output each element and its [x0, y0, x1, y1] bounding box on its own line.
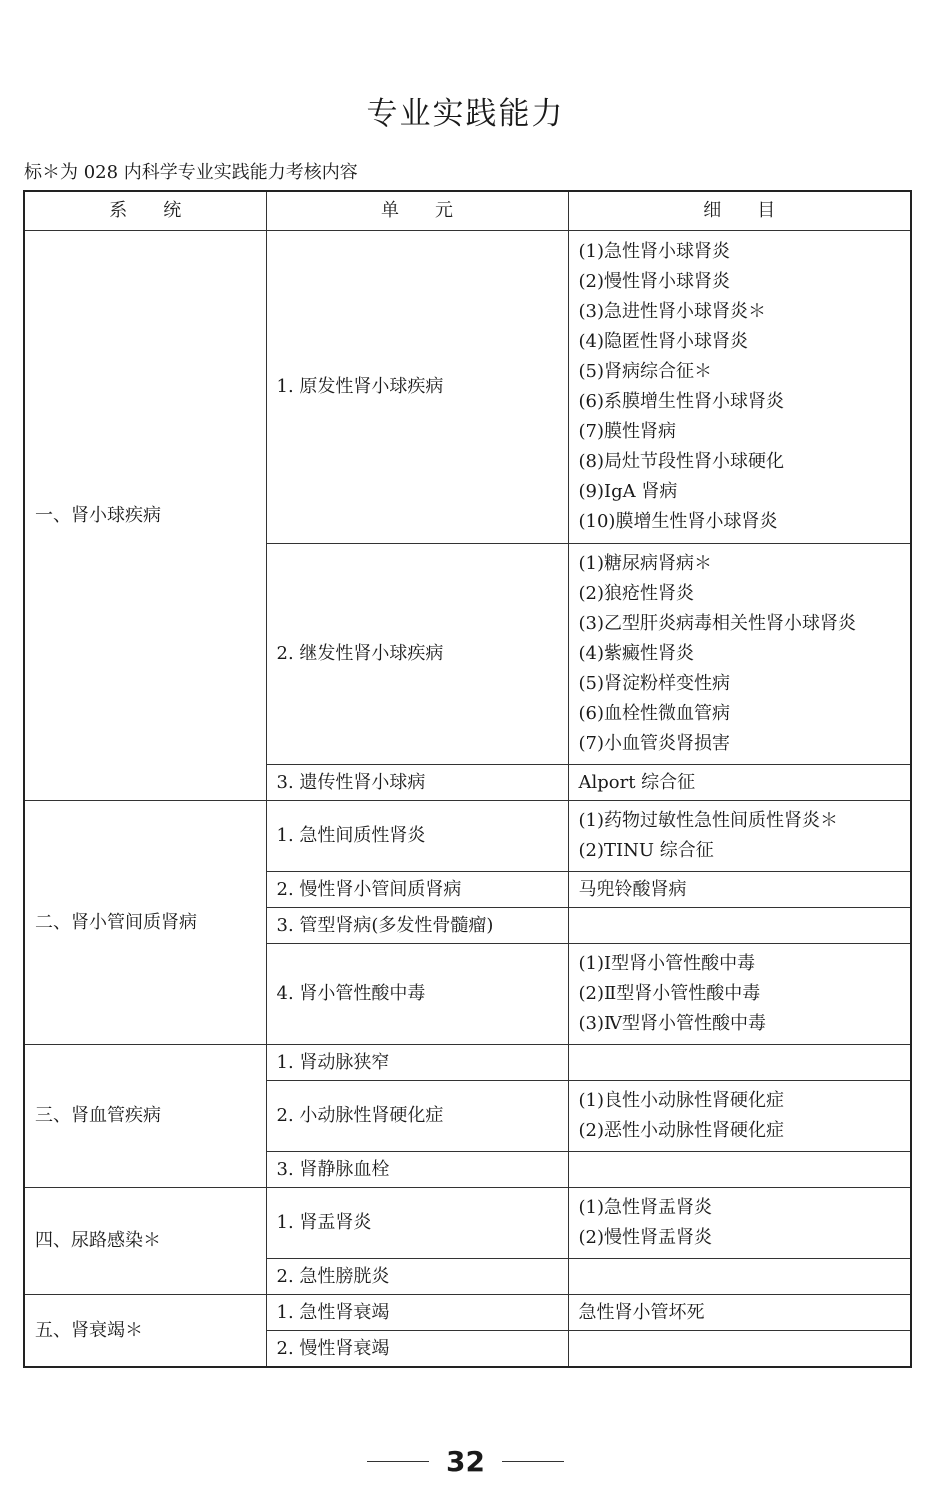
item-line: (2)狼疮性肾炎	[578, 583, 694, 604]
items-cell	[568, 944, 911, 1045]
item-line: (1)糖尿病肾病＊	[578, 553, 712, 574]
items-cell	[568, 544, 911, 765]
item-line: (1)急性肾小球肾炎	[578, 241, 730, 262]
items-cell	[568, 1295, 911, 1331]
footer-rule-left	[367, 1461, 429, 1462]
footer-rule-right	[502, 1461, 564, 1462]
item-line: (10)膜增生性肾小球肾炎	[578, 511, 778, 532]
item-line: (9)IgA 肾病	[578, 481, 678, 502]
item-line: (1)良性小动脉性肾硬化症	[578, 1090, 784, 1111]
unit-cell: 3. 遗传性肾小球病	[266, 765, 568, 801]
table-row	[24, 1188, 911, 1259]
table-row	[24, 1045, 911, 1081]
system-cell: 三、肾血管疾病	[24, 1045, 266, 1188]
item-line: 急性肾小管坏死	[578, 1301, 705, 1323]
table-header-row	[24, 191, 911, 231]
header-system: 系 统	[24, 191, 266, 231]
items-cell	[568, 1188, 911, 1259]
header-item: 细 目	[568, 191, 911, 231]
unit-cell: 2. 慢性肾衰竭	[266, 1331, 568, 1368]
item-line: (6)血栓性微血管病	[578, 703, 730, 724]
items-cell	[568, 1331, 911, 1368]
system-cell: 五、肾衰竭＊	[24, 1295, 266, 1368]
items-cell	[568, 872, 911, 908]
item-line: (1)Ⅰ型肾小管性酸中毒	[578, 953, 756, 974]
item-line: (1)急性肾盂肾炎	[578, 1197, 712, 1218]
note-text: 标＊为 028 内科学专业实践能力考核内容	[24, 162, 358, 183]
unit-cell: 1. 急性间质性肾炎	[266, 801, 568, 872]
item-line: (3)急进性肾小球肾炎＊	[578, 301, 766, 322]
items-cell	[568, 1259, 911, 1295]
items-cell	[568, 1081, 911, 1152]
item-line: (7)膜性肾病	[578, 421, 676, 442]
item-line: (2)TINU 综合征	[578, 840, 714, 861]
unit-cell: 1. 急性肾衰竭	[266, 1295, 568, 1331]
item-line: (7)小血管炎肾损害	[578, 733, 730, 754]
item-line: (5)肾病综合征＊	[578, 361, 712, 382]
unit-cell: 3. 管型肾病(多发性骨髓瘤)	[266, 908, 568, 944]
unit-cell: 4. 肾小管性酸中毒	[266, 944, 568, 1045]
items-cell	[568, 908, 911, 944]
item-line: (2)慢性肾盂肾炎	[578, 1227, 712, 1248]
items-cell	[568, 1045, 911, 1081]
unit-cell: 2. 急性膀胱炎	[266, 1259, 568, 1295]
unit-cell: 1. 肾动脉狭窄	[266, 1045, 568, 1081]
items-cell	[568, 765, 911, 801]
unit-cell: 2. 慢性肾小管间质肾病	[266, 872, 568, 908]
item-line: (3)乙型肝炎病毒相关性肾小球肾炎	[578, 613, 856, 634]
item-line: (1)药物过敏性急性间质性肾炎＊	[578, 810, 838, 831]
system-cell: 四、尿路感染＊	[24, 1188, 266, 1295]
item-line: Alport 综合征	[578, 771, 696, 793]
unit-cell: 1. 原发性肾小球疾病	[266, 231, 568, 544]
page-number: 32	[446, 1445, 485, 1478]
unit-cell: 2. 小动脉性肾硬化症	[266, 1081, 568, 1152]
item-line: (2)慢性肾小球肾炎	[578, 271, 730, 292]
items-cell	[568, 231, 911, 544]
item-line: (3)Ⅳ型肾小管性酸中毒	[578, 1013, 766, 1034]
header-unit: 单 元	[266, 191, 568, 231]
system-cell: 一、肾小球疾病	[24, 231, 266, 801]
table-row	[24, 231, 911, 544]
unit-cell: 1. 肾盂肾炎	[266, 1188, 568, 1259]
unit-cell: 3. 肾静脉血栓	[266, 1152, 568, 1188]
item-line: 马兜铃酸肾病	[578, 878, 687, 900]
items-cell	[568, 801, 911, 872]
curriculum-table	[23, 190, 912, 1368]
page-title: 专业实践能力	[366, 96, 565, 132]
items-cell	[568, 1152, 911, 1188]
unit-cell: 2. 继发性肾小球疾病	[266, 544, 568, 765]
table-row	[24, 801, 911, 872]
item-line: (8)局灶节段性肾小球硬化	[578, 451, 784, 472]
system-cell: 二、肾小管间质肾病	[24, 801, 266, 1045]
item-line: (4)紫癜性肾炎	[578, 643, 694, 664]
item-line: (4)隐匿性肾小球肾炎	[578, 331, 748, 352]
item-line: (5)肾淀粉样变性病	[578, 673, 730, 694]
item-line: (2)Ⅱ型肾小管性酸中毒	[578, 983, 761, 1004]
item-line: (2)恶性小动脉性肾硬化症	[578, 1120, 784, 1141]
item-line: (6)系膜增生性肾小球肾炎	[578, 391, 784, 412]
table-row	[24, 1295, 911, 1331]
page-footer	[0, 1445, 931, 1478]
